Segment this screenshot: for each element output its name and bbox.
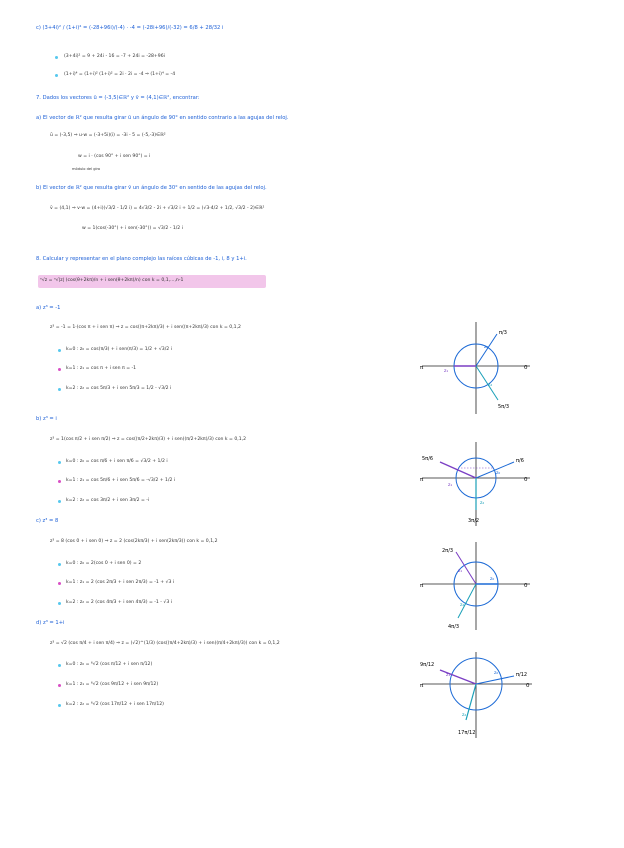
root-label: z₂: [462, 713, 467, 718]
angle-label: π/6: [516, 458, 524, 464]
part-d-title: d) z³ = 1+i: [36, 620, 65, 626]
part-d-root-0: k=0 : z₀ = ⁶√2 (cos π/12 + i sen π/12): [66, 662, 153, 667]
root-label: z₀: [490, 577, 495, 582]
root-label: z₂: [460, 603, 465, 608]
part-a-title: a) z³ = -1: [36, 305, 61, 311]
part-b-title: b) z³ = i: [36, 416, 57, 422]
part-c-cube-formula: z³ = 8 (cos 0 + i sen 0) ⇒ z = 2 (cos(2kπ/3) + i sen(2kπ/3)) con k = 0,1,2: [50, 539, 218, 544]
problem-7a-title: a) El vector de ℝ² que resulta girar ū un ángulo de 90° en sentido contrario a las agujas del reloj.: [36, 115, 289, 121]
part-b-root-1: k=1 : z₁ = cos 5π/6 + i sen 5π/6 = -√3/2 + 1/2 i: [66, 478, 176, 483]
part-d-formula: z³ = √2 (cos π/4 + i sen π/4) ⇒ z = (√2)^(1/3) (cos((π/4+2kπ)/3) + i sen((π/4+2kπ)/3)) con k = 0,1,2: [50, 641, 280, 646]
angle-label: 0: [524, 477, 528, 483]
roots-diagram-c: [418, 540, 534, 632]
part-c-root-1: k=1 : z₁ = 2 (cos 2π/3 + i sen 2π/3) = -1 + √3 i: [66, 580, 175, 585]
root-vector-z1: [440, 462, 476, 478]
problem-7a-line-1: ū = (-3,5) ⇒ u·w = (-3+5i)(i) = -3i - 5 = (-5,-3)∈ℝ²: [50, 133, 166, 138]
root-vector-z2: [476, 366, 498, 400]
angle-label: 0: [524, 583, 528, 589]
angle-label: 5π/3: [498, 404, 510, 410]
angle-label: 3π/2: [468, 518, 480, 524]
root-label: z₂: [488, 383, 493, 388]
bullet-dot: [58, 368, 61, 371]
part-b-root-0: k=0 : z₀ = cos π/6 + i sen π/6 = √3/2 + 1/2 i: [66, 459, 168, 464]
part-c-root-2: k=2 : z₂ = 2 (cos 4π/3 + i sen 4π/3) = -1 - √3 i: [66, 600, 173, 605]
part-b-root-2: k=2 : z₂ = cos 3π/2 + i sen 3π/2 = -i: [66, 498, 150, 503]
part-c-formula: c) (3+4i)² / (1+i)⁴ = (-28+96i)/(-4) · -4 = (-28i+96)/(-32) = 6/8 + 28/32 i: [36, 25, 224, 31]
problem-7b-title: b) El vector de ℝ² que resulta girar v̄ un ángulo de 30° en sentido de las agujas del reloj.: [36, 185, 267, 191]
part-a-root-2: k=2 : z₂ = cos 5π/3 + i sen 5π/3 = 1/2 - √3/2 i: [66, 386, 172, 391]
part-c-bullet-2: (1+i)⁴ = (1+i)² (1+i)² = 2i · 2i = -4 ⇒ (1+i)⁴ = -4: [64, 72, 176, 77]
roots-diagram-a: [418, 320, 534, 416]
angle-label: π: [420, 683, 424, 689]
root-vector-z0: [476, 462, 514, 478]
angle-label: 2π/3: [442, 548, 454, 554]
problem-7-title: 7. Dados los vectores ū = (-3,5)∈ℝ² y v̄ = (4,1)∈ℝ², encontrar:: [36, 95, 200, 101]
part-d-root-1: k=1 : z₁ = ⁶√2 (cos 9π/12 + i sen 9π/12): [66, 682, 159, 687]
bullet-dot: [58, 388, 61, 391]
root-label: z₀: [484, 345, 489, 350]
part-a-root-1: k=1 : z₁ = cos π + i sen π = -1: [66, 366, 137, 371]
angle-label: 5π/6: [422, 456, 434, 462]
bullet-dot: [58, 563, 61, 566]
root-vector-z2: [458, 584, 476, 618]
roots-diagram-d: [418, 650, 536, 740]
bullet-dot: [58, 684, 61, 687]
bullet-dot: [55, 56, 58, 59]
problem-7a-line-2: w = i · (cos 90° + i sen 90°) = i: [78, 154, 151, 159]
root-vector-z1: [456, 552, 476, 584]
root-label: z₁: [448, 483, 453, 488]
bullet-dot: [58, 582, 61, 585]
part-c-root-0: k=0 : z₀ = 2(cos 0 + i sen 0) = 2: [66, 561, 142, 566]
problem-8-title: 8. Calcular y representar en el plano complejo las raíces cúbicas de -1, i, 8 y 1+i.: [36, 256, 247, 262]
problem-7a-note: módulo del giro: [72, 167, 101, 171]
angle-label: π: [420, 365, 424, 371]
root-label: z₀: [494, 671, 499, 676]
root-label: z₁: [458, 569, 463, 574]
part-c-title: c) z³ = 8: [36, 518, 59, 524]
bullet-dot: [58, 349, 61, 352]
part-b-formula: z³ = 1(cos π/2 + i sen π/2) ⇒ z = cos((π/2+2kπ)/3) + i sen((π/2+2kπ)/3) con k = 0,1,2: [50, 437, 247, 442]
roots-diagram-b: [418, 440, 534, 528]
root-label: z₁: [444, 369, 449, 374]
angle-label: 4π/3: [448, 624, 460, 630]
problem-8-formula: ⁿ√z = ⁿ√|z| (cos(θ+2kπ)/n + i sen(θ+2kπ)/n) con k = 0,1,...,n-1: [40, 278, 184, 283]
angle-label: π: [420, 583, 424, 589]
angle-label: π: [420, 477, 424, 483]
bullet-dot: [58, 704, 61, 707]
part-a-root-0: k=0 : z₀ = cos(π/3) + i sen(π/3) = 1/2 + √3/2 i: [66, 347, 172, 352]
root-label: z₀: [496, 471, 501, 476]
problem-7b-line-1: v̄ = (4,1) ⇒ v·w = (4+i)(√3/2 - 1/2 i) = 4√3/2 - 2i + √3/2 i + 1/2 = (√3·4/2 + 1/2, √3/2 - 2)∈ℝ²: [50, 206, 265, 211]
angle-label: π/3: [499, 330, 507, 336]
angle-label: 0: [524, 365, 528, 371]
bullet-dot: [58, 500, 61, 503]
root-label: z₂: [480, 501, 485, 506]
part-d-root-2: k=2 : z₂ = ⁶√2 (cos 17π/12 + i sen 17π/12): [66, 702, 164, 707]
root-label: z₁: [446, 673, 451, 678]
root-vector-z0: [476, 334, 497, 366]
part-c-bullet-1: (3+4i)² = 9 + 24i - 16 = -7 + 24i = -28+96i: [64, 54, 165, 59]
bullet-dot: [58, 602, 61, 605]
bullet-dot: [58, 480, 61, 483]
root-vector-z2: [466, 684, 476, 720]
bullet-dot: [58, 461, 61, 464]
angle-label: π/12: [516, 672, 528, 678]
bullet-dot: [58, 664, 61, 667]
problem-7b-line-2: w = 1(cos(-30°) + i sen(-30°)) = √3/2 - 1/2 i: [82, 226, 183, 231]
root-vector-z0: [476, 676, 514, 684]
angle-label: 17π/12: [458, 730, 476, 736]
bullet-dot: [55, 74, 58, 77]
angle-label: 9π/12: [420, 662, 435, 668]
part-a-formula: z³ = -1 = 1·(cos π + i sen π) ⇒ z = cos((π+2kπ)/3) + i sen((π+2kπ)/3) con k = 0,1,2: [50, 325, 241, 330]
angle-label: 0: [526, 683, 530, 689]
